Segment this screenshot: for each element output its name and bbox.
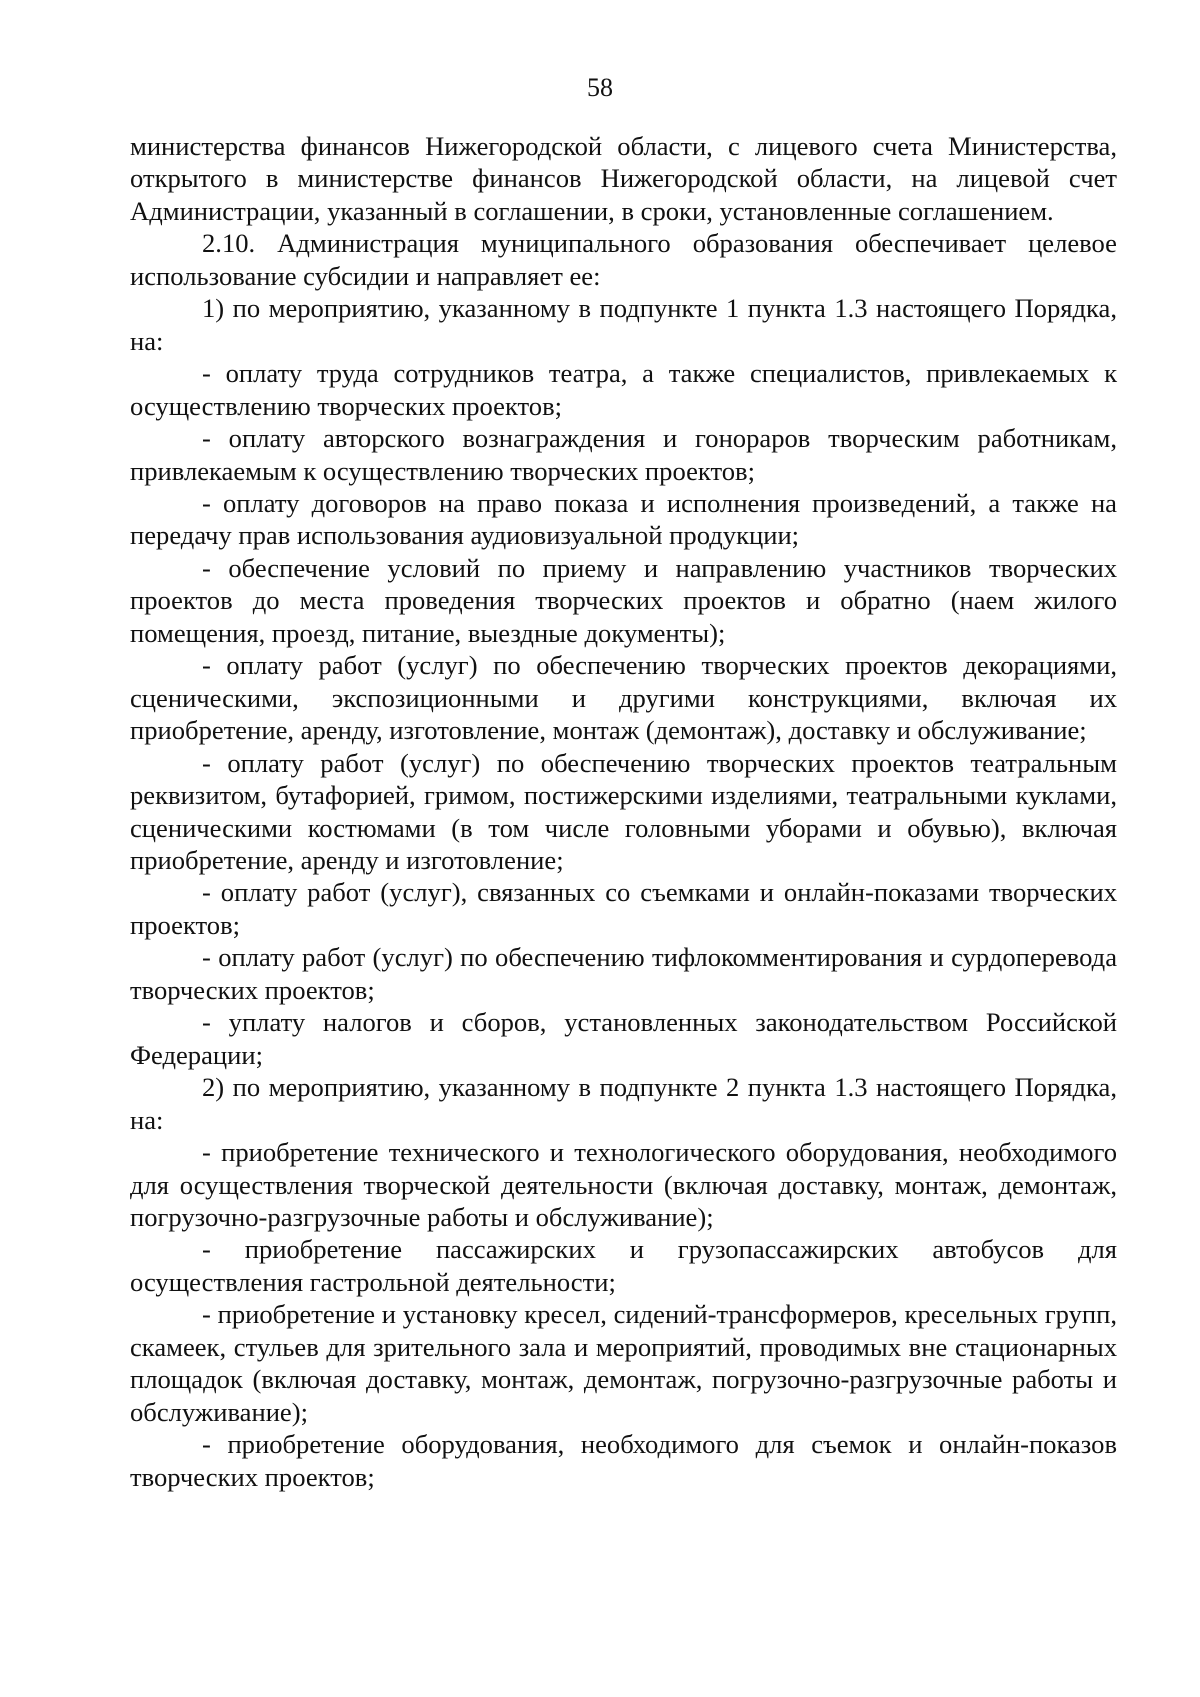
document-body [130,130,1117,1493]
list-item-participant-travel: - обеспечение условий по приему и направлению участников творческих проектов до места проведения творческих проектов и обратно (наем жилого помещения, проезд, питание, выездные документы); [130,552,1117,648]
list-item-buses: - приобретение пассажирских и грузопассажирских автобусов для осуществления гастрольной деятельности; [130,1234,1117,1297]
list-item-props-costumes: - оплату работ (услуг) по обеспечению творческих проектов театральным реквизитом, бутафорией, гримом, постижерскими изделиями, театральными куклами, сценическими костюмами (в том числе головными уборами и обувью), включая приобретение, аренду и изготовление; [130,747,1117,875]
list-item-royalties: - оплату авторского вознаграждения и гонораров творческим работникам, привлекаемым к осуществлению творческих проектов; [130,423,1117,486]
paragraph-item-1: 1) по мероприятию, указанному в подпункте 1 пункта 1.3 настоящего Порядка, на: [130,293,1117,356]
paragraph-clause-2-10: 2.10. Администрация муниципального образования обеспечивает целевое использование субсидии и направляет ее: [130,228,1117,291]
list-item-salary: - оплату труда сотрудников театра, а также специалистов, привлекаемых к осуществлению творческих проектов; [130,358,1117,421]
paragraph-continuation: министерства финансов Нижегородской области, с лицевого счета Министерства, открытого в министерстве финансов Нижегородской области, на лицевой счет Администрации, указанный в соглашении, в сроки, установленные соглашением. [130,131,1117,226]
list-item-audio-description: - оплату работ (услуг) по обеспечению тифлокомментирования и сурдоперевода творческих проектов; [130,942,1117,1005]
list-item-decorations: - оплату работ (услуг) по обеспечению творческих проектов декорациями, сценическими, экспозиционными и другими конструкциями, включая их приобретение, аренду, изготовление, монтаж (демонтаж), доставку и обслуживание; [130,650,1117,746]
list-item-filming: - оплату работ (услуг), связанных со съемками и онлайн-показами творческих проектов; [130,877,1117,940]
page-number: 58 [587,73,613,102]
list-item-taxes: - уплату налогов и сборов, установленных законодательством Российской Федерации; [130,1007,1117,1070]
paragraph-item-2: 2) по мероприятию, указанному в подпункте 2 пункта 1.3 настоящего Порядка, на: [130,1072,1117,1135]
list-item-filming-equipment: - приобретение оборудования, необходимого для съемок и онлайн-показов творческих проектов; [130,1429,1117,1492]
list-item-seating: - приобретение и установку кресел, сидений-трансформеров, кресельных групп, скамеек, стульев для зрительного зала и мероприятий, проводимых вне стационарных площадок (включая доставку, монтаж, демонтаж, погрузочно-разгрузочные работы и обслуживание); [130,1299,1117,1427]
list-item-rights-contracts: - оплату договоров на право показа и исполнения произведений, а также на передачу прав использования аудиовизуальной продукции; [130,487,1117,551]
list-item-technical-equipment: - приобретение технического и технологического оборудования, необходимого для осуществления творческой деятельности (включая доставку, монтаж, демонтаж, погрузочно-разгрузочные работы и обслуживание); [130,1137,1117,1232]
